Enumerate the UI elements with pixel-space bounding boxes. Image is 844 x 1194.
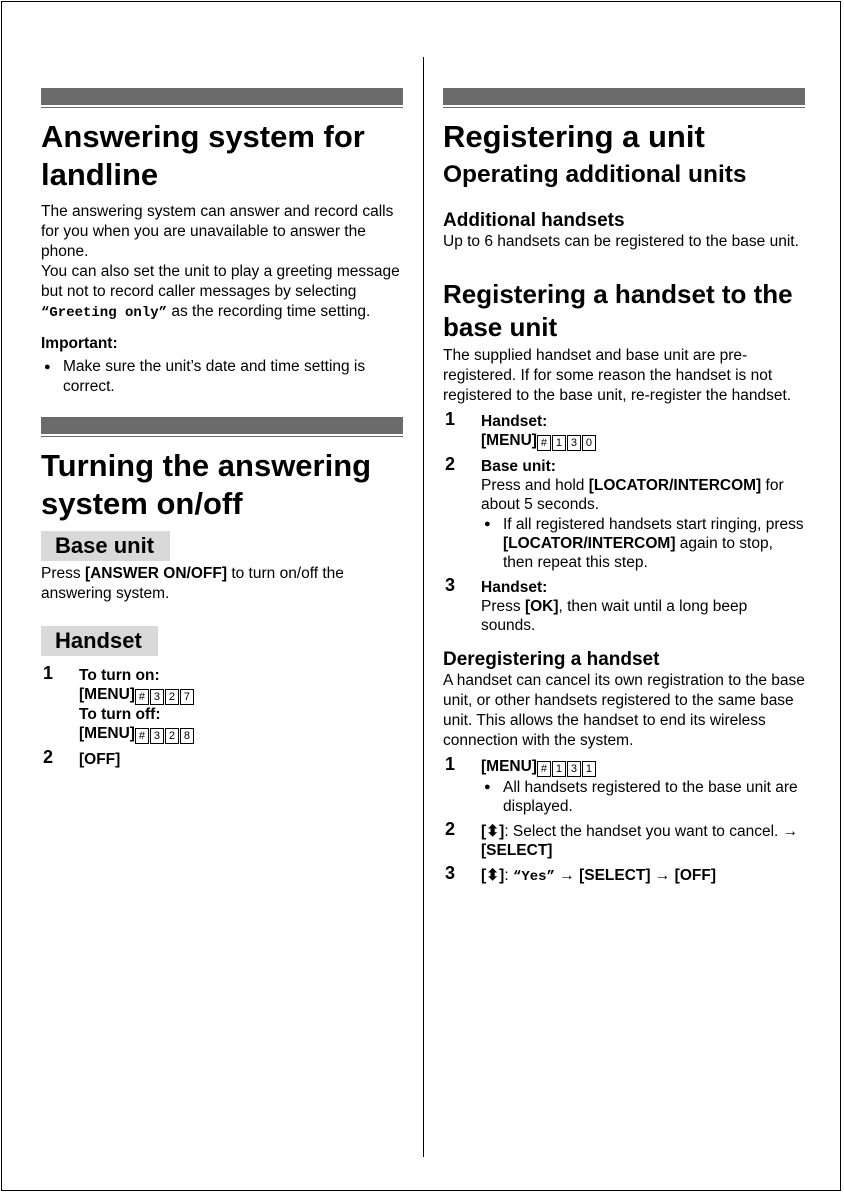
handset-label: Handset: [481, 413, 548, 430]
section-turning-on-off [41, 417, 403, 769]
base-rest-text: to turn on/off the answering system. [41, 565, 344, 602]
select-key: [SELECT] [579, 867, 651, 884]
select-key: [SELECT] [481, 842, 553, 859]
deregistering-intro: A handset can cancel its own registration to the base unit, or other handsets registered to the same base unit. This allows the handset to end its wireless connection with the system. [443, 672, 805, 749]
handset-step-2 [41, 747, 403, 769]
register-step-2 [443, 454, 805, 572]
important-bullet: ● Make sure the unit’s date and time setting is correct. [41, 357, 403, 397]
dereg-step-3 [443, 863, 805, 887]
menu-key: [MENU] [79, 725, 135, 742]
right-column [443, 88, 805, 893]
turn-on-label: To turn on: [79, 667, 160, 684]
arrow-icon: → [654, 867, 671, 884]
step-number: 3 [445, 575, 456, 595]
section-title-bar-line [41, 107, 403, 108]
register-step-3 [443, 575, 805, 635]
additional-handsets-text: Up to 6 handsets can be registered to the base unit. [443, 233, 799, 250]
digit-key: 2 [165, 728, 179, 744]
step-number: 2 [445, 454, 456, 474]
press-hold-text: Press and hold [481, 477, 589, 494]
digit-key: 3 [567, 435, 581, 451]
section-title-turning-on-off: Turning the answering system on/off [41, 448, 372, 521]
dereg-step1-bullet: ● All handsets registered to the base unit are displayed. [481, 778, 805, 816]
handset-steps [41, 663, 403, 769]
deregistering-steps [443, 754, 805, 887]
updown-key: [⬍] [481, 867, 505, 884]
greeting-paragraph [41, 262, 403, 323]
step-number: 3 [445, 863, 456, 883]
step2-bullet [481, 515, 805, 572]
left-column [41, 88, 403, 775]
menu-key: [MENU] [79, 686, 135, 703]
registering-intro: The supplied handset and base unit are pre-registered. If for some reason the handset is not registered to the base unit, re-register the handset. [443, 347, 792, 404]
greeting-text-b: as the recording time setting. [167, 303, 371, 320]
intro-paragraph: The answering system can answer and record calls for you when you are unavailable to answer the phone. [41, 203, 394, 260]
hash-key: # [537, 435, 551, 451]
seconds-text: for about 5 seconds. [481, 477, 784, 513]
digit-key: 3 [150, 728, 164, 744]
select-handset-text: : Select the handset you want to cancel. [504, 823, 783, 840]
digit-key: 7 [180, 689, 194, 705]
yes-option: “Yes” [512, 869, 555, 885]
digit-key: 1 [552, 761, 566, 777]
register-step-1 [443, 409, 805, 451]
base-press-text: Press [41, 565, 85, 582]
section-answering-system [41, 88, 403, 397]
press-text: Press [481, 598, 525, 615]
important-label: Important: [41, 335, 118, 352]
step-number: 1 [445, 754, 456, 774]
bullet-text-b: again to stop, then repeat this step. [503, 535, 773, 571]
section-title-bar-line [443, 107, 805, 108]
digit-key: 1 [552, 435, 566, 451]
digit-key: 0 [582, 435, 596, 451]
bullet-text-a: If all registered handsets start ringing, press [503, 516, 804, 533]
step-number: 2 [445, 819, 456, 839]
base-unit-step-label: Base unit: [481, 458, 556, 475]
section-title-bar [41, 417, 403, 434]
greeting-only-setting: “Greeting only” [41, 305, 168, 321]
locator-intercom-key: [LOCATOR/INTERCOM] [503, 535, 676, 552]
digit-key: 1 [582, 761, 596, 777]
answer-on-off-key: [ANSWER ON/OFF] [84, 565, 228, 582]
hash-key: # [135, 728, 149, 744]
step-number: 1 [43, 663, 54, 683]
updown-key: [⬍] [481, 823, 505, 840]
turn-off-label: To turn off: [79, 706, 161, 723]
handset-label: Handset [41, 626, 158, 656]
handset-step-1 [41, 663, 403, 744]
off-key: [OFF] [79, 751, 121, 768]
digit-key: 3 [150, 689, 164, 705]
column-divider [423, 57, 424, 1157]
heading-deregistering: Deregistering a handset [443, 649, 660, 670]
off-key: [OFF] [674, 867, 716, 884]
hash-key: # [135, 689, 149, 705]
dereg-keys [481, 757, 805, 777]
menu-key: [MENU] [481, 432, 537, 449]
greeting-text-a: You can also set the unit to play a greeting message but not to record caller messages by selecting [41, 263, 400, 300]
step3-instruction [481, 597, 805, 635]
section-title-bar-line [41, 436, 403, 437]
digit-key: 3 [567, 761, 581, 777]
step2-bullets [481, 515, 805, 572]
digit-key: 8 [180, 728, 194, 744]
heading-additional-handsets: Additional handsets [443, 210, 625, 231]
beep-text: , then wait until a long beep sounds. [481, 598, 748, 634]
turn-off-keys [79, 724, 403, 744]
section-deregistering-handset [443, 649, 805, 887]
section-title-answering-system: Answering system for landline [41, 119, 365, 192]
step2-instruction [481, 476, 805, 514]
section-title-bar [443, 88, 805, 105]
locator-intercom-key: [LOCATOR/INTERCOM] [588, 477, 762, 494]
section-title-registering-unit: Registering a unit [443, 119, 705, 154]
section-registering-handset [443, 278, 805, 635]
section-title-bar [41, 88, 403, 105]
hash-key: # [537, 761, 551, 777]
register-keys [481, 431, 805, 451]
step-number: 1 [445, 409, 456, 429]
section-title-registering-handset: Registering a handset to the base unit [443, 279, 793, 342]
base-unit-label: Base unit [41, 531, 170, 561]
ok-key: [OK] [524, 598, 559, 615]
registering-steps [443, 409, 805, 635]
digit-key: 2 [165, 689, 179, 705]
arrow-icon: → [782, 823, 799, 840]
subtitle-operating-units: Operating additional units [443, 161, 747, 188]
important-list [41, 357, 403, 397]
colon-text: : [504, 867, 513, 884]
base-unit-instruction [41, 564, 403, 604]
dereg-step-1 [443, 754, 805, 816]
arrow-icon: → [559, 867, 575, 884]
dereg-step1-bullets [481, 778, 805, 816]
section-registering-unit [443, 88, 805, 252]
dereg-step-2 [443, 819, 805, 860]
step-number: 2 [43, 747, 54, 767]
menu-key: [MENU] [481, 758, 537, 775]
turn-on-keys [79, 685, 403, 705]
handset-label: Handset: [481, 579, 548, 596]
